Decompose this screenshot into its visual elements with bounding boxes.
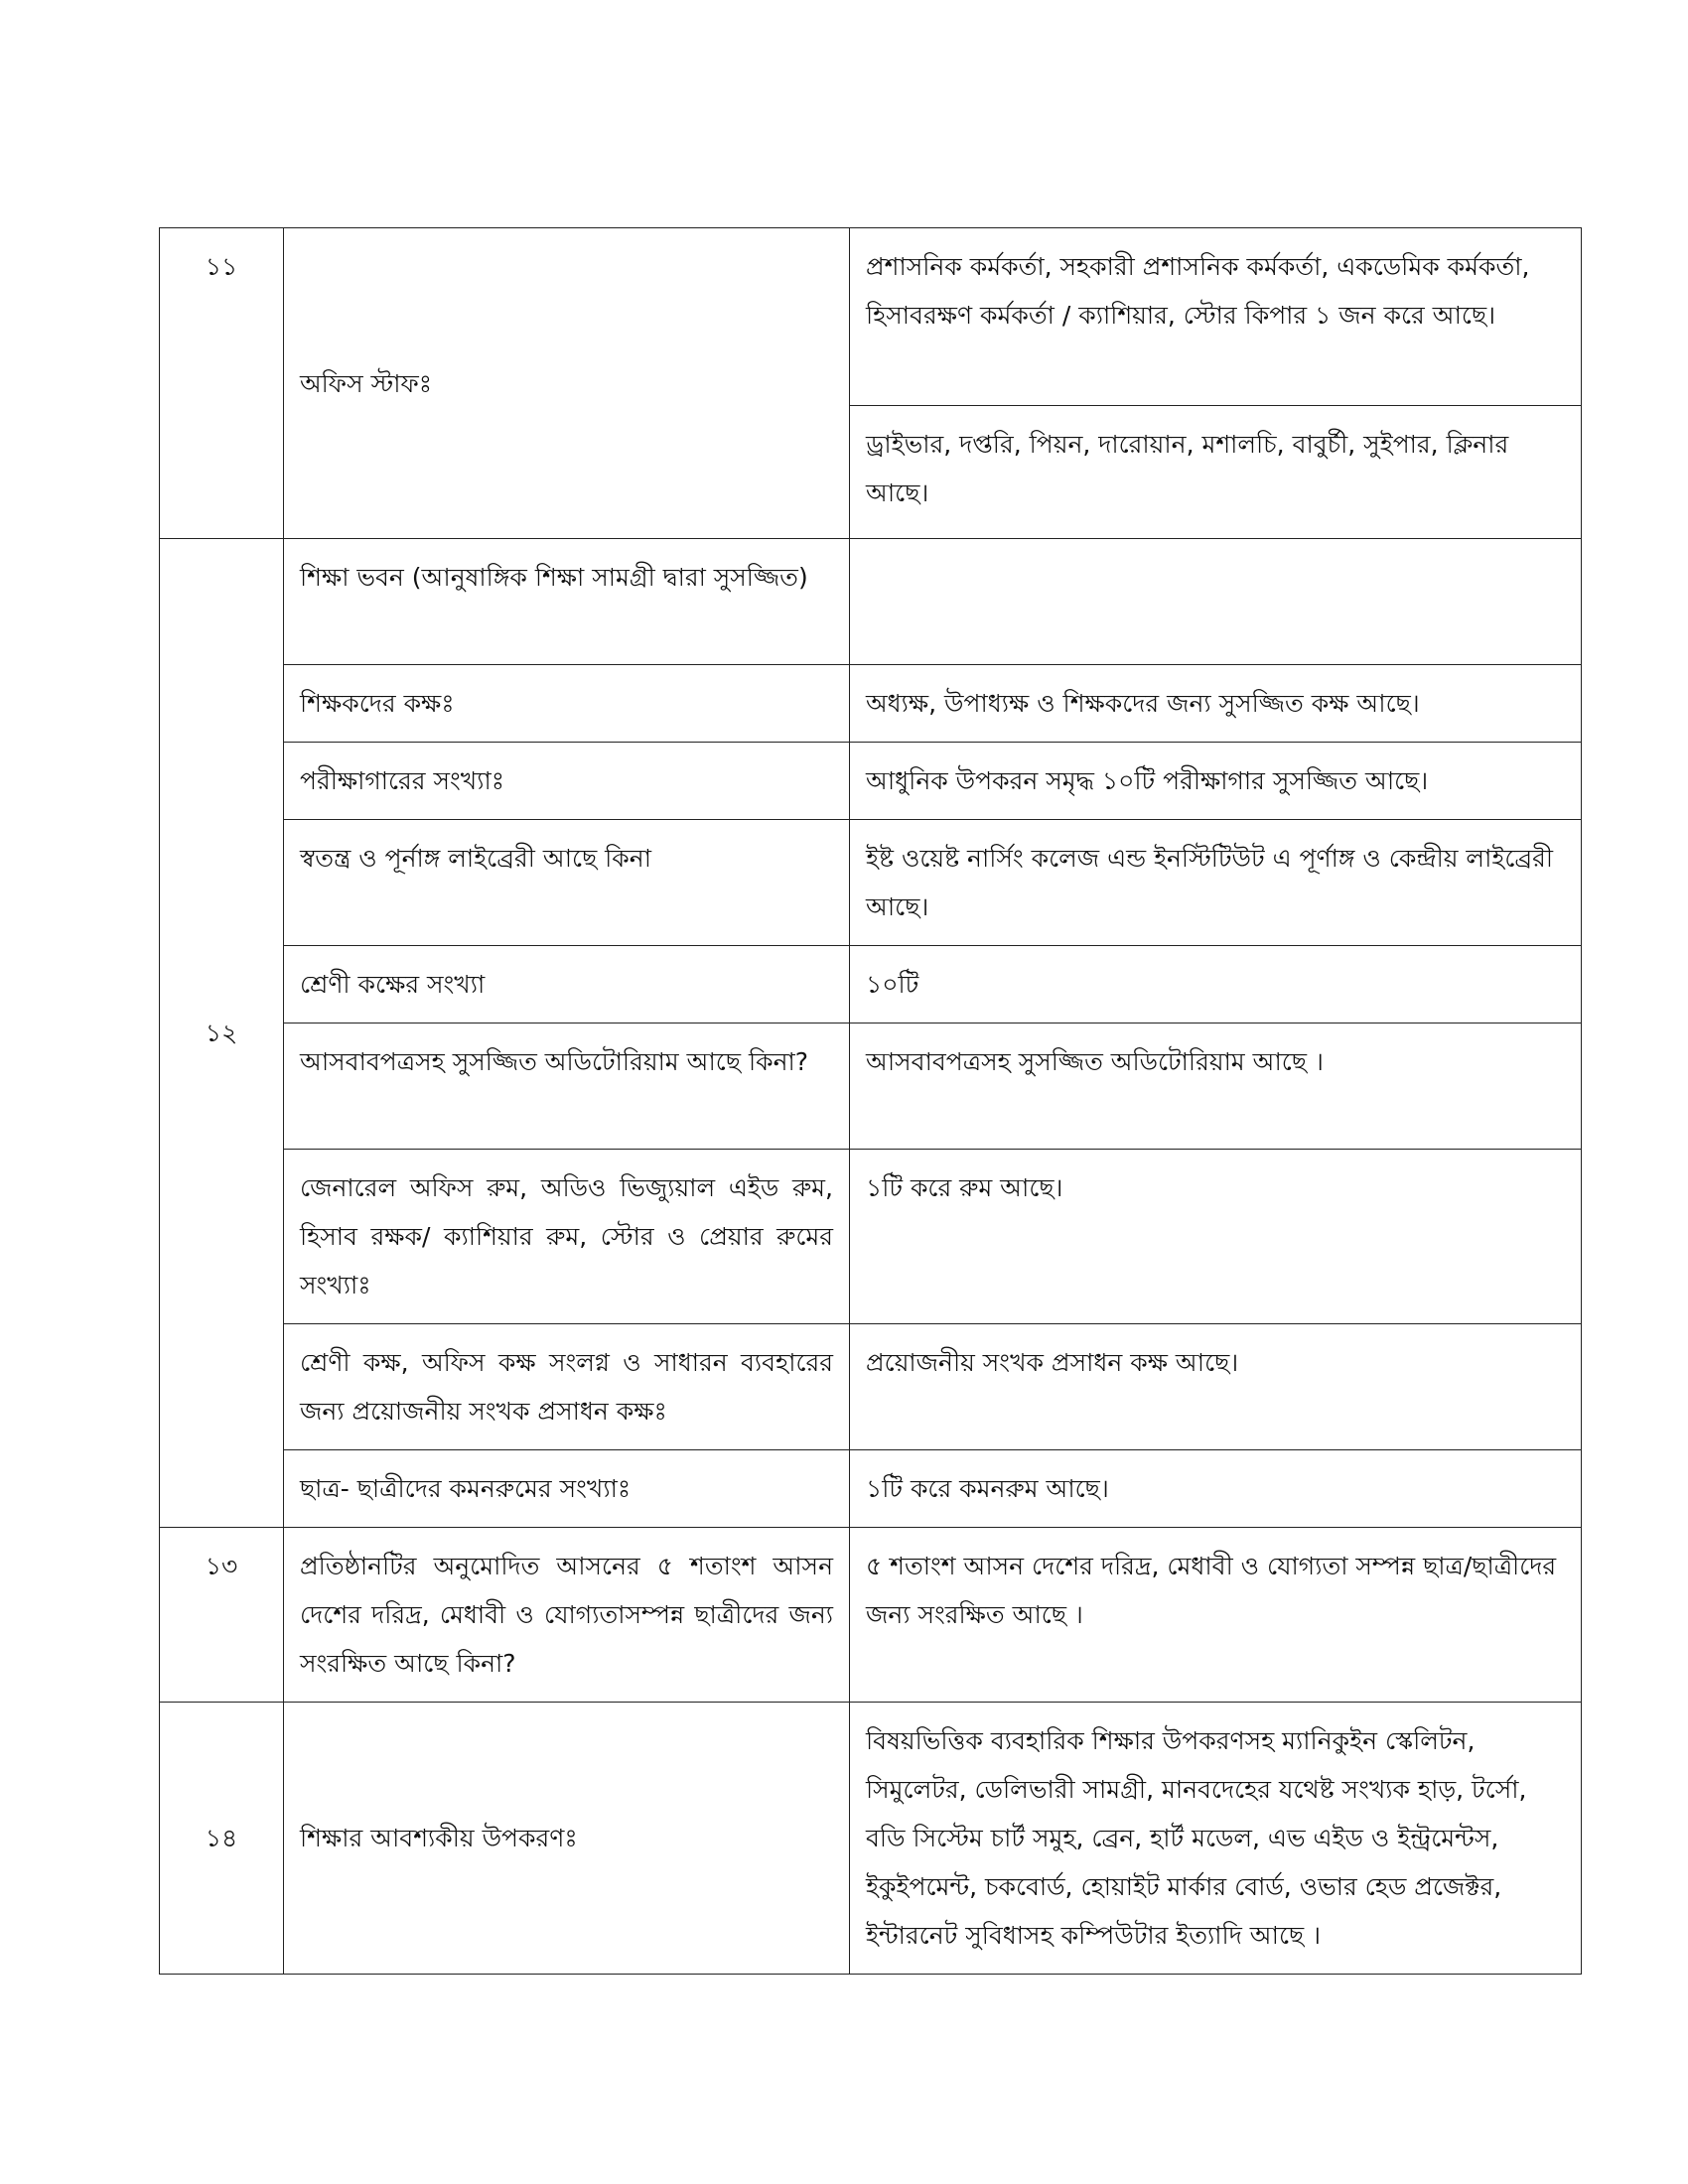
row-label: শিক্ষকদের কক্ষঃ xyxy=(284,665,850,743)
table-row xyxy=(160,1024,1582,1150)
table-row xyxy=(160,1450,1582,1528)
table-row xyxy=(160,1528,1582,1703)
row-label: শিক্ষা ভবন (আনুষাঙ্গিক শিক্ষা সামগ্রী দ্বারা সুসজ্জিত) xyxy=(284,539,850,665)
row-value: প্রয়োজনীয় সংখক প্রসাধন কক্ষ আছে। xyxy=(850,1324,1582,1450)
document-table xyxy=(159,227,1582,1975)
row-value: ১টি করে কমনরুম আছে। xyxy=(850,1450,1582,1528)
row-label: আসবাবপত্রসহ সুসজ্জিত অডিটোরিয়াম আছে কিনা? xyxy=(284,1024,850,1150)
table-row xyxy=(160,1150,1582,1324)
row-value: ১টি করে রুম আছে। xyxy=(850,1150,1582,1324)
row-value: বিষয়ভিত্তিক ব্যবহারিক শিক্ষার উপকরণসহ ম্যানিকুইন স্কেলিটন, সিমুলেটর, ডেলিভারী সামগ্রী, মানবদেহের যথেষ্ট সংখ্যক হাড়, টর্সো, বডি সিস্টেম চার্ট সমুহ, ব্রেন, হার্ট মডেল, এভ এইড ও ইন্ট্রমেন্টস, ইকুইপমেন্ট, চকবোর্ড, হোয়াইট মার্কার বোর্ড, ওভার হেড প্রজেক্টর, ইন্টারনেট সুবিধাসহ কম্পিউটার ইত্যাদি আছে । xyxy=(850,1703,1582,1975)
table-row xyxy=(160,743,1582,820)
table-row xyxy=(160,1703,1582,1975)
row-label: জেনারেল অফিস রুম, অডিও ভিজ্যুয়াল এইড রুম, হিসাব রক্ষক/ ক্যাশিয়ার রুম, স্টোর ও প্রেয়ার রুমের সংখ্যাঃ xyxy=(284,1150,850,1324)
row-value: আধুনিক উপকরন সমৃদ্ধ ১০টি পরীক্ষাগার সুসজ্জিত আছে। xyxy=(850,743,1582,820)
row-value: ড্রাইভার, দপ্তরি, পিয়ন, দারোয়ান, মশালচি, বাবুর্চী, সুইপার, ক্লিনার আছে। xyxy=(850,406,1582,539)
row-label: প্রতিষ্ঠানটির অনুমোদিত আসনের ৫ শতাংশ আসন দেশের দরিদ্র, মেধাবী ও যোগ্যতাসম্পন্ন ছাত্রীদের জন্য সংরক্ষিত আছে কিনা? xyxy=(284,1528,850,1703)
row-label: শ্রেণী কক্ষ, অফিস কক্ষ সংলগ্ন ও সাধারন ব্যবহারের জন্য প্রয়োজনীয় সংখক প্রসাধন কক্ষঃ xyxy=(284,1324,850,1450)
row-label: ছাত্র- ছাত্রীদের কমনরুমের সংখ্যাঃ xyxy=(284,1450,850,1528)
row-number: ১২ xyxy=(160,539,284,1528)
row-value: ১০টি xyxy=(850,946,1582,1024)
row-value: ইষ্ট ওয়েষ্ট নার্সিং কলেজ এন্ড ইনস্টিটিউট এ পূর্ণাঙ্গ ও কেন্দ্রীয় লাইব্রেরী আছে। xyxy=(850,820,1582,946)
row-number: ১৪ xyxy=(160,1703,284,1975)
table-row xyxy=(160,539,1582,665)
table-row xyxy=(160,1324,1582,1450)
table-row xyxy=(160,228,1582,406)
row-label: স্বতন্ত্র ও পূর্নাঙ্গ লাইব্রেরী আছে কিনা xyxy=(284,820,850,946)
row-value: অধ্যক্ষ, উপাধ্যক্ষ ও শিক্ষকদের জন্য সুসজ্জিত কক্ষ আছে। xyxy=(850,665,1582,743)
table-row xyxy=(160,820,1582,946)
row-label: পরীক্ষাগারের সংখ্যাঃ xyxy=(284,743,850,820)
row-label: শিক্ষার আবশ্যকীয় উপকরণঃ xyxy=(284,1703,850,1975)
row-value xyxy=(850,539,1582,665)
row-label: শ্রেণী কক্ষের সংখ্যা xyxy=(284,946,850,1024)
table-row xyxy=(160,946,1582,1024)
row-value: ৫ শতাংশ আসন দেশের দরিদ্র, মেধাবী ও যোগ্যতা সম্পন্ন ছাত্র/ছাত্রীদের জন্য সংরক্ষিত আছে । xyxy=(850,1528,1582,1703)
row-value: আসবাবপত্রসহ সুসজ্জিত অডিটোরিয়াম আছে । xyxy=(850,1024,1582,1150)
row-label: অফিস স্টাফঃ xyxy=(284,228,850,539)
table-row xyxy=(160,665,1582,743)
row-number: ১৩ xyxy=(160,1528,284,1703)
row-number: ১১ xyxy=(160,228,284,539)
row-value: প্রশাসনিক কর্মকর্তা, সহকারী প্রশাসনিক কর্মকর্তা, একডেমিক কর্মকর্তা, হিসাবরক্ষণ কর্মকর্তা / ক্যাশিয়ার, স্টোর কিপার ১ জন করে আছে। xyxy=(850,228,1582,406)
